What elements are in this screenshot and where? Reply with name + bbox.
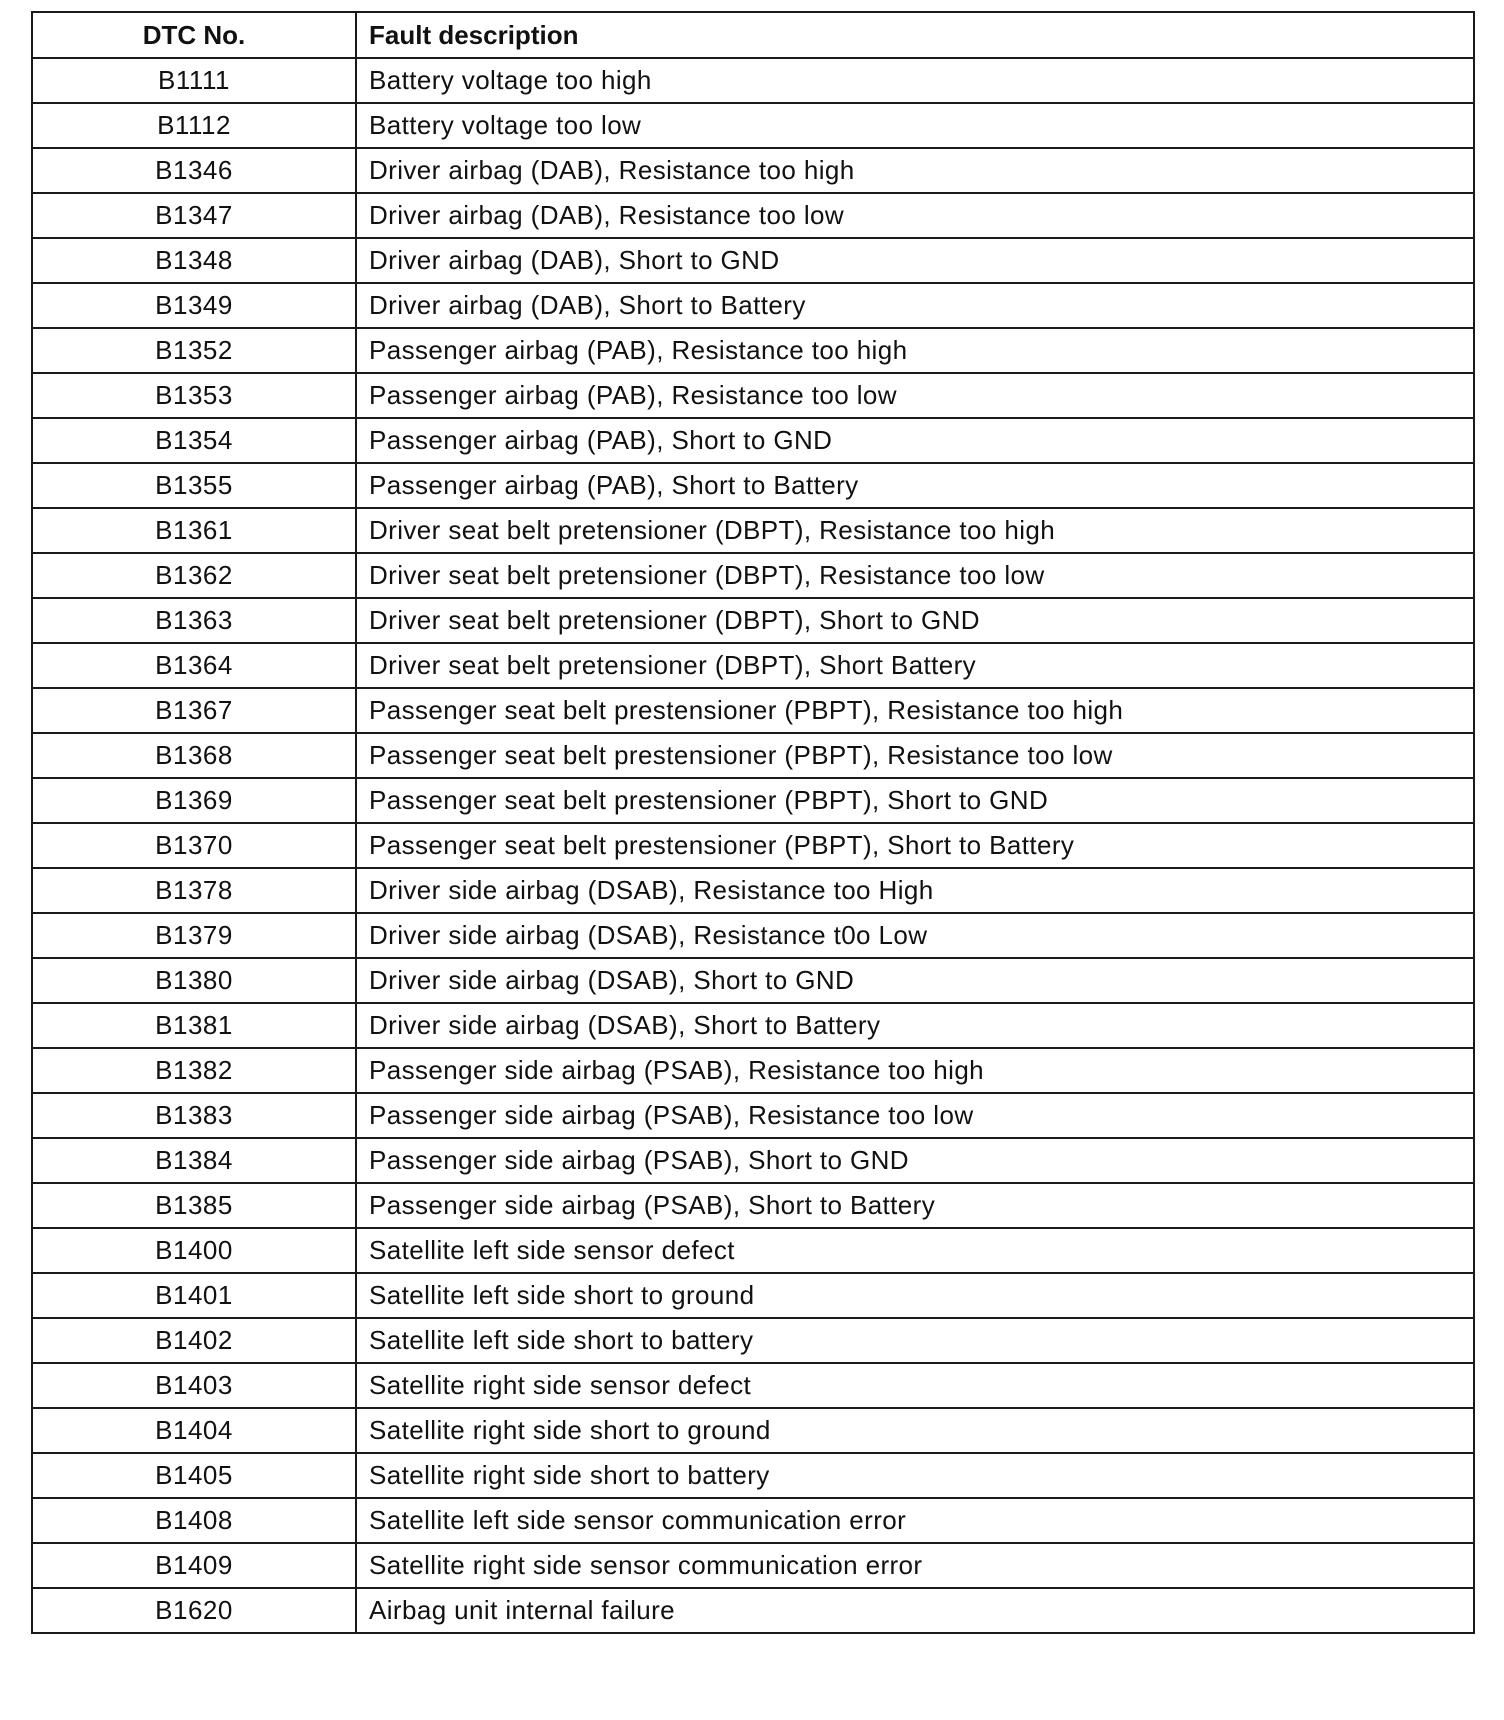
fault-description-cell: Satellite left side short to ground (356, 1273, 1474, 1318)
fault-description-cell: Driver seat belt pretensioner (DBPT), Short to GND (356, 598, 1474, 643)
table-row (32, 148, 1474, 193)
dtc-code-cell: B1401 (32, 1273, 356, 1318)
table-row (32, 1093, 1474, 1138)
fault-description-cell: Airbag unit internal failure (356, 1588, 1474, 1633)
fault-description-cell: Satellite right side short to battery (356, 1453, 1474, 1498)
table-row (32, 1318, 1474, 1363)
dtc-code-cell: B1346 (32, 148, 356, 193)
fault-description-cell: Satellite right side short to ground (356, 1408, 1474, 1453)
table-row (32, 958, 1474, 1003)
table-row (32, 508, 1474, 553)
dtc-code-cell: B1348 (32, 238, 356, 283)
fault-description-cell: Driver airbag (DAB), Short to GND (356, 238, 1474, 283)
dtc-code-cell: B1378 (32, 868, 356, 913)
fault-description-cell: Passenger side airbag (PSAB), Short to GND (356, 1138, 1474, 1183)
table-row (32, 1273, 1474, 1318)
table-row (32, 1408, 1474, 1453)
table-row (32, 778, 1474, 823)
table-row (32, 328, 1474, 373)
document-page (31, 11, 1473, 1634)
dtc-code-cell: B1362 (32, 553, 356, 598)
dtc-code-cell: B1409 (32, 1543, 356, 1588)
table-body (32, 58, 1474, 1633)
fault-description-cell: Battery voltage too low (356, 103, 1474, 148)
dtc-code-cell: B1381 (32, 1003, 356, 1048)
fault-description-cell: Driver side airbag (DSAB), Resistance t0o Low (356, 913, 1474, 958)
fault-description-cell: Satellite left side sensor defect (356, 1228, 1474, 1273)
table-row (32, 1543, 1474, 1588)
dtc-code-cell: B1405 (32, 1453, 356, 1498)
table-row (32, 283, 1474, 328)
fault-description-cell: Satellite right side sensor defect (356, 1363, 1474, 1408)
fault-description-cell: Passenger airbag (PAB), Short to GND (356, 418, 1474, 463)
fault-description-cell: Satellite right side sensor communication error (356, 1543, 1474, 1588)
dtc-code-cell: B1620 (32, 1588, 356, 1633)
dtc-code-cell: B1363 (32, 598, 356, 643)
table-row (32, 418, 1474, 463)
table-row (32, 1183, 1474, 1228)
dtc-code-cell: B1349 (32, 283, 356, 328)
fault-description-cell: Driver seat belt pretensioner (DBPT), Resistance too high (356, 508, 1474, 553)
fault-description-cell: Driver airbag (DAB), Resistance too low (356, 193, 1474, 238)
table-header (32, 12, 1474, 58)
table-row (32, 58, 1474, 103)
dtc-code-cell: B1368 (32, 733, 356, 778)
table-row (32, 103, 1474, 148)
table-row (32, 1048, 1474, 1093)
fault-description-cell: Passenger side airbag (PSAB), Resistance too high (356, 1048, 1474, 1093)
dtc-code-cell: B1111 (32, 58, 356, 103)
table-row (32, 688, 1474, 733)
fault-description-cell: Passenger side airbag (PSAB), Resistance too low (356, 1093, 1474, 1138)
dtc-code-cell: B1353 (32, 373, 356, 418)
dtc-code-cell: B1369 (32, 778, 356, 823)
fault-description-cell: Driver side airbag (DSAB), Resistance too High (356, 868, 1474, 913)
fault-description-cell: Driver seat belt pretensioner (DBPT), Short Battery (356, 643, 1474, 688)
dtc-code-cell: B1382 (32, 1048, 356, 1093)
table-row (32, 238, 1474, 283)
table-row (32, 1003, 1474, 1048)
table-row (32, 1228, 1474, 1273)
table-row (32, 373, 1474, 418)
fault-description-cell: Passenger seat belt prestensioner (PBPT), Short to Battery (356, 823, 1474, 868)
header-row (32, 12, 1474, 58)
dtc-number-header: DTC No. (32, 12, 356, 58)
table-row (32, 598, 1474, 643)
table-row (32, 1138, 1474, 1183)
fault-description-cell: Passenger airbag (PAB), Resistance too high (356, 328, 1474, 373)
dtc-code-cell: B1367 (32, 688, 356, 733)
dtc-code-cell: B1404 (32, 1408, 356, 1453)
table-row (32, 1498, 1474, 1543)
fault-description-header: Fault description (356, 12, 1474, 58)
table-row (32, 913, 1474, 958)
fault-description-cell: Driver side airbag (DSAB), Short to Battery (356, 1003, 1474, 1048)
table-row (32, 1453, 1474, 1498)
table-row (32, 553, 1474, 598)
table-row (32, 868, 1474, 913)
fault-description-cell: Satellite left side sensor communication error (356, 1498, 1474, 1543)
dtc-code-cell: B1347 (32, 193, 356, 238)
dtc-code-cell: B1355 (32, 463, 356, 508)
dtc-code-cell: B1352 (32, 328, 356, 373)
dtc-code-cell: B1380 (32, 958, 356, 1003)
fault-description-cell: Battery voltage too high (356, 58, 1474, 103)
dtc-table (31, 11, 1475, 1634)
dtc-code-cell: B1379 (32, 913, 356, 958)
dtc-code-cell: B1361 (32, 508, 356, 553)
table-row (32, 1363, 1474, 1408)
dtc-code-cell: B1383 (32, 1093, 356, 1138)
fault-description-cell: Passenger side airbag (PSAB), Short to Battery (356, 1183, 1474, 1228)
table-row (32, 193, 1474, 238)
fault-description-cell: Satellite left side short to battery (356, 1318, 1474, 1363)
fault-description-cell: Passenger seat belt prestensioner (PBPT), Resistance too high (356, 688, 1474, 733)
fault-description-cell: Driver airbag (DAB), Short to Battery (356, 283, 1474, 328)
table-row (32, 823, 1474, 868)
fault-description-cell: Driver airbag (DAB), Resistance too high (356, 148, 1474, 193)
dtc-code-cell: B1402 (32, 1318, 356, 1363)
fault-description-cell: Passenger seat belt prestensioner (PBPT), Resistance too low (356, 733, 1474, 778)
fault-description-cell: Passenger seat belt prestensioner (PBPT), Short to GND (356, 778, 1474, 823)
fault-description-cell: Passenger airbag (PAB), Short to Battery (356, 463, 1474, 508)
table-row (32, 1588, 1474, 1633)
dtc-code-cell: B1364 (32, 643, 356, 688)
dtc-code-cell: B1403 (32, 1363, 356, 1408)
fault-description-cell: Driver side airbag (DSAB), Short to GND (356, 958, 1474, 1003)
fault-description-cell: Driver seat belt pretensioner (DBPT), Resistance too low (356, 553, 1474, 598)
dtc-code-cell: B1384 (32, 1138, 356, 1183)
dtc-code-cell: B1400 (32, 1228, 356, 1273)
table-row (32, 463, 1474, 508)
dtc-code-cell: B1370 (32, 823, 356, 868)
dtc-code-cell: B1385 (32, 1183, 356, 1228)
dtc-code-cell: B1112 (32, 103, 356, 148)
dtc-code-cell: B1354 (32, 418, 356, 463)
dtc-code-cell: B1408 (32, 1498, 356, 1543)
table-row (32, 643, 1474, 688)
fault-description-cell: Passenger airbag (PAB), Resistance too low (356, 373, 1474, 418)
table-row (32, 733, 1474, 778)
